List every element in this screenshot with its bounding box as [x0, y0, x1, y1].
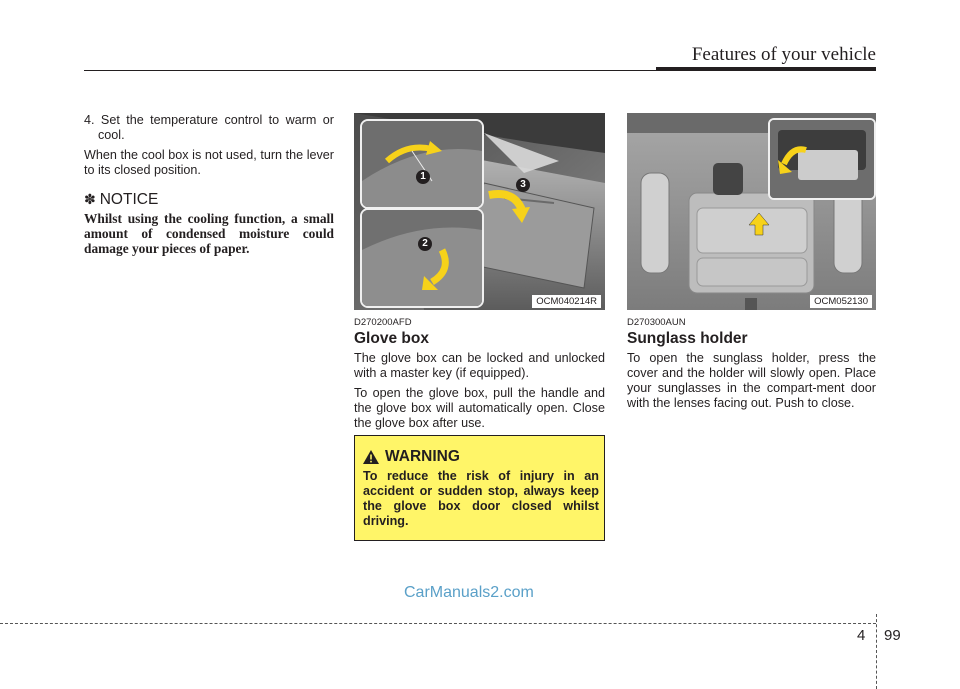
watermark-link[interactable]: CarManuals2.com — [404, 584, 534, 601]
open-arrow-icon — [484, 185, 534, 225]
warning-heading — [363, 448, 460, 466]
glove-box-body — [354, 351, 605, 436]
chapter-number: 4 — [857, 627, 866, 644]
callout-3: 3 — [516, 178, 530, 192]
sunglass-body — [627, 351, 876, 416]
section-code: D270200AFD — [354, 317, 412, 328]
glove-box-paragraph-1: The glove box can be locked and unlocked with a master key (if equipped). — [354, 351, 605, 380]
inset-sunglass-open — [768, 118, 876, 200]
cool-box-paragraph: When the cool box is not used, turn the lever to its closed position. — [84, 148, 334, 177]
image-label: OCM052130 — [810, 295, 872, 308]
sunglass-holder-image — [627, 113, 876, 310]
section-title: Sunglass holder — [627, 330, 748, 347]
handle-close-illustration — [362, 121, 482, 207]
footer-divider — [876, 614, 877, 689]
section-code: D270300AUN — [627, 317, 686, 328]
sunglass-open-illustration — [770, 120, 874, 198]
sunglass-paragraph: To open the sunglass holder, press the cover and the holder will slowly open. Place your sunglasses in the compart-ment door with the lenses facing out. Push to close. — [627, 351, 876, 410]
image-label: OCM040214R — [532, 295, 601, 308]
glove-box-paragraph-2: To open the glove box, pull the handle and the glove box will automatically open. Close the glove box after use. — [354, 386, 605, 430]
notice-body: Whilst using the cooling function, a small amount of condensed moisture could damage your pieces of paper. — [84, 211, 334, 256]
inset-handle-close — [360, 119, 484, 209]
handle-pull-illustration — [362, 210, 482, 306]
inset-handle-pull — [360, 208, 484, 308]
notice-heading — [84, 192, 334, 207]
footer-rule — [0, 623, 876, 624]
section-title: Glove box — [354, 330, 429, 347]
warning-title: WARNING — [385, 448, 460, 465]
notice-title: NOTICE — [99, 191, 159, 208]
step-4: 4. Set the temperature control to warm or cool. — [84, 113, 334, 142]
left-column — [84, 113, 334, 256]
callout-1: 1 — [416, 170, 430, 184]
warning-triangle-icon — [363, 450, 379, 464]
running-header: Features of your vehicle — [691, 44, 876, 65]
asterisk-icon: ✽ — [84, 191, 96, 207]
warning-box — [354, 435, 605, 541]
page-number: 99 — [884, 627, 901, 644]
header-rule — [84, 70, 660, 71]
glove-box-image — [354, 113, 605, 310]
callout-2: 2 — [418, 237, 432, 251]
warning-body: To reduce the risk of injury in an accident or sudden stop, always keep the glove box door closed whilst driving. — [363, 469, 599, 528]
header-rule-bold — [656, 67, 876, 71]
